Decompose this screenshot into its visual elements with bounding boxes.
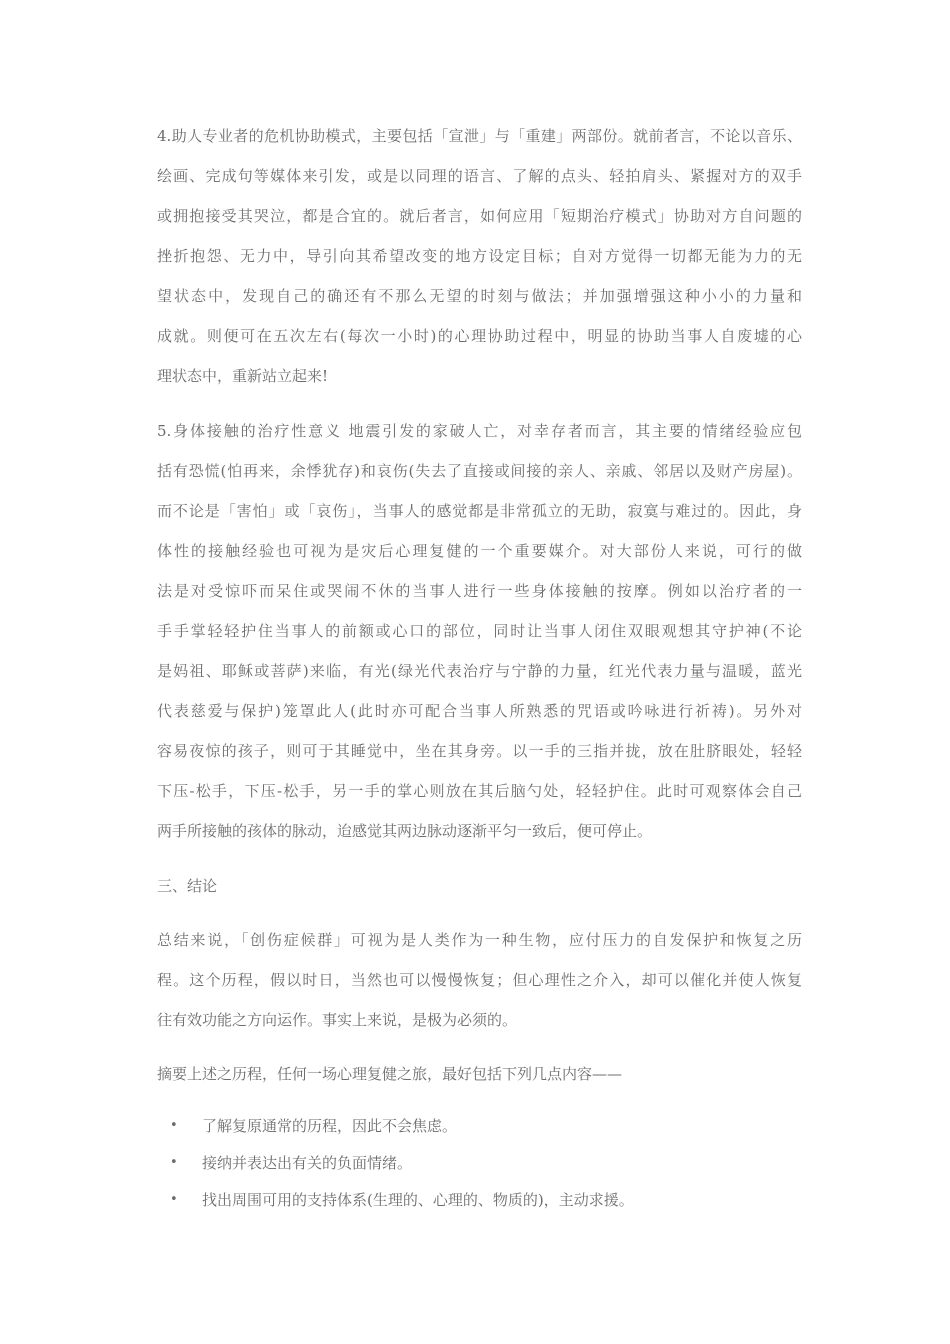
bullet-text: 了解复原通常的历程，因此不会焦虑。	[202, 1117, 458, 1135]
summary-paragraph-line: 总结来说，「创伤症候群」可视为是人类作为一种生物，应付压力的自发保护和恢复之历	[157, 931, 802, 949]
lead-line-text: 摘要上述之历程，任何一场心理复健之旅，最好包括下列几点内容——	[157, 1065, 623, 1083]
paragraph-5-line: 容易夜惊的孩子，则可于其睡觉中，坐在其身旁。以一手的三指并拢，放在肚脐眼处，轻轻	[157, 742, 802, 760]
bullet-list	[157, 1111, 802, 1222]
paragraph-4	[157, 121, 802, 401]
paragraph-4-line: 望状态中，发现自己的确还有不那么无望的时刻与做法；并加强增强这种小小的力量和	[157, 287, 802, 305]
section-heading-conclusion	[157, 871, 802, 911]
paragraph-5-line: 是妈祖、耶稣或菩萨)来临，有光(绿光代表治疗与宁静的力量，红光代表力量与温暖，蓝光	[157, 662, 802, 680]
paragraph-4-line: 或拥抱接受其哭泣，都是合宜的。就后者言，如何应用「短期治疗模式」协助对方自问题的	[157, 207, 802, 225]
paragraph-5-line: 括有恐慌(怕再来，余悸犹存)和哀伤(失去了直接或间接的亲人、亲戚、邻居以及财产房屋)。	[157, 462, 802, 480]
paragraph-4-line: 绘画、完成句等媒体来引发，或是以同理的语言、了解的点头、轻拍肩头、紧握对方的双手	[157, 167, 802, 185]
bullet-dot-icon: •	[170, 1155, 178, 1170]
paragraph-5-line: 而不论是「害怕」或「哀伤」，当事人的感觉都是非常孤立的无助，寂寞与难过的。因此，身	[157, 502, 802, 520]
paragraph-4-line: 挫折抱怨、无力中，导引向其希望改变的地方设定目标；自对方觉得一切都无能为力的无	[157, 247, 802, 265]
paragraph-5-line: 体性的接触经验也可视为是灾后心理复健的一个重要媒介。对大部份人来说，可行的做	[157, 542, 802, 560]
paragraph-5-line: 手手掌轻轻护住当事人的前额或心口的部位，同时让当事人闭住双眼观想其守护神(不论	[157, 622, 802, 640]
bullet-dot-icon: •	[170, 1118, 178, 1133]
paragraph-5-line: 下压-松手，下压-松手，另一手的掌心则放在其后脑勺处，轻轻护住。此时可观察体会自己	[157, 782, 802, 800]
paragraph-5-line: 5.身体接触的治疗性意义 地震引发的家破人亡，对幸存者而言，其主要的情绪经验应包	[157, 422, 802, 440]
bullet-item	[157, 1148, 802, 1185]
summary-paragraph-line: 程。这个历程，假以时日，当然也可以慢慢恢复；但心理性之介入，却可以催化并使人恢复	[157, 971, 802, 989]
bullet-dot-icon: •	[170, 1192, 178, 1207]
bullet-text: 找出周围可用的支持体系(生理的、心理的、物质的)，主动求援。	[202, 1191, 634, 1209]
paragraph-5-line: 法是对受惊吓而呆住或哭闹不休的当事人进行一些身体接触的按摩。例如以治疗者的一	[157, 582, 802, 600]
paragraph-5	[157, 416, 802, 856]
lead-line	[157, 1059, 802, 1099]
paragraph-5-line: 两手所接触的孩体的脉动，迨感觉其两边脉动逐渐平匀一致后，便可停止。	[157, 822, 653, 840]
summary-paragraph	[157, 925, 802, 1045]
paragraph-4-line: 成就。则便可在五次左右(每次一小时)的心理协助过程中，明显的协助当事人自废墟的心	[157, 327, 802, 345]
document-body	[157, 121, 802, 1222]
paragraph-4-line: 理状态中，重新站立起来!	[157, 367, 329, 385]
summary-paragraph-line: 往有效功能之方向运作。事实上来说，是极为必须的。	[157, 1011, 518, 1029]
section-heading-text: 三、结论	[157, 877, 218, 895]
bullet-item	[157, 1185, 802, 1222]
bullet-item	[157, 1111, 802, 1148]
paragraph-4-line: 4.助人专业者的危机协助模式，主要包括「宣泄」与「重建」两部份。就前者言，不论以音乐、	[157, 127, 802, 145]
paragraph-5-line: 代表慈爱与保护)笼罩此人(此时亦可配合当事人所熟悉的咒语或吟咏进行祈祷)。另外对	[157, 702, 802, 720]
bullet-text: 接纳并表达出有关的负面情绪。	[202, 1154, 413, 1172]
